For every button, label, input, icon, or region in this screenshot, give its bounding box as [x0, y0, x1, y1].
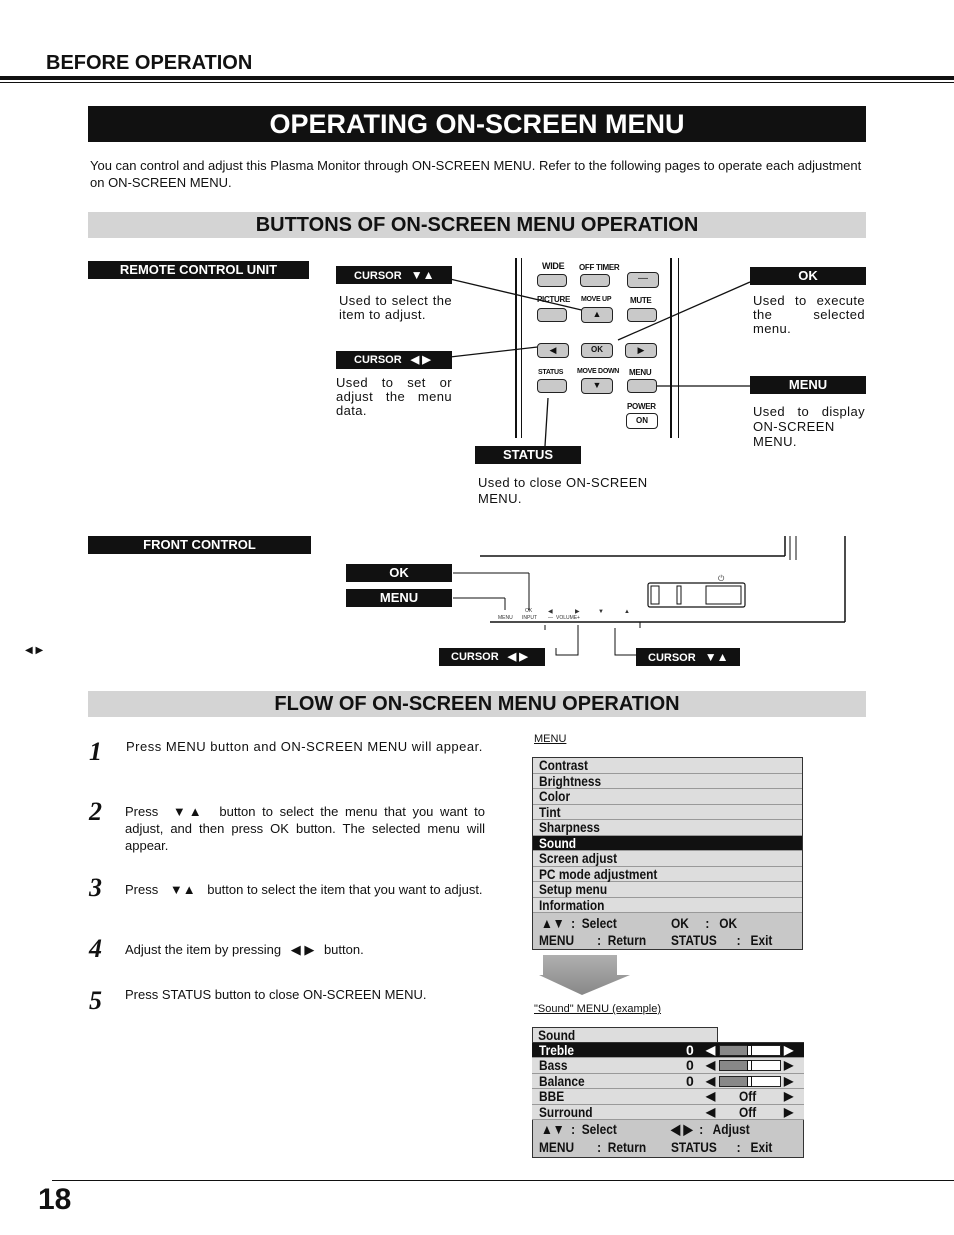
step-text: [125, 941, 485, 958]
sound-row-bbe[interactable]: BBE ◀ Off ▶: [532, 1089, 804, 1105]
menu-footer: [533, 913, 802, 949]
cursor-leftright-label: [336, 351, 452, 369]
footer-rule: [52, 1180, 954, 1181]
sound-footer-text: MENU : Return: [539, 1139, 647, 1155]
section-heading: BEFORE OPERATION: [46, 52, 253, 74]
remote-menu-button[interactable]: [627, 379, 657, 393]
menu-item[interactable]: Information: [533, 898, 802, 914]
remote-dash-button[interactable]: —: [627, 272, 659, 288]
updown-arrows-icon: ▼▲: [172, 804, 205, 819]
remote-picture-button[interactable]: [537, 308, 567, 322]
balance-slider[interactable]: [719, 1076, 781, 1087]
cursor-label-text: CURSOR: [451, 651, 499, 663]
front-cursor-leftright-label: [439, 648, 545, 666]
sound-footer-text: STATUS : Exit: [671, 1139, 773, 1155]
updown-arrows-icon: ▼▲: [169, 882, 196, 897]
menu-item[interactable]: Color: [533, 789, 802, 805]
step-number: 3: [89, 873, 102, 902]
remote-picture-label: PICTURE: [537, 295, 571, 304]
sound-menu: [532, 1027, 804, 1158]
front-power-icon: ⏻: [718, 574, 725, 583]
step-number: 1: [89, 737, 102, 766]
menu-footer-text: OK : OK: [671, 915, 738, 931]
updown-arrows-icon: ▼▲: [704, 650, 729, 664]
sound-caption: "Sound" MENU (example): [534, 1003, 662, 1015]
svg-text:◀: ◀: [548, 609, 553, 615]
remote-control-illustration: [515, 258, 680, 438]
step-number: 5: [89, 986, 102, 1015]
updown-arrows-icon: ▼▲: [410, 268, 435, 282]
menu-item[interactable]: Setup menu: [533, 882, 802, 898]
bass-slider[interactable]: [719, 1060, 781, 1071]
step-text: [125, 803, 485, 854]
sound-menu-title: Sound: [532, 1027, 718, 1043]
menu-item[interactable]: Contrast: [533, 758, 802, 774]
svg-text:▶: ▶: [575, 609, 580, 615]
sound-menu-footer: [533, 1120, 803, 1157]
front-volume-text: VOLUME: [556, 615, 578, 621]
svg-text:—: —: [548, 615, 553, 621]
menu-item[interactable]: Tint: [533, 805, 802, 821]
step-pre: Press: [125, 882, 159, 897]
remote-ok-button[interactable]: OK: [581, 343, 613, 358]
step-text: [125, 881, 485, 898]
front-panel-illustration: [470, 536, 860, 636]
intro-text: You can control and adjust this Plasma Monitor through ON-SCREEN MENU. Refer to the following pages to operate each adjustment on ON-SCREEN MENU.: [90, 158, 862, 190]
step-pre: Adjust the item by pressing: [125, 942, 282, 957]
sound-row-treble[interactable]: Treble 0 ◀ ▶: [532, 1043, 804, 1059]
status-desc: Used to close ON-SCREEN MENU.: [478, 475, 648, 506]
svg-text:▼: ▼: [598, 609, 604, 615]
front-menu-text: MENU: [498, 615, 513, 621]
remote-power-label: POWER: [627, 402, 656, 411]
stray-arrows-icon: ◀ ▶: [25, 645, 44, 656]
step-body: button to select the menu that you want to adjust, and then press OK button. The selected menu will appear.: [125, 804, 485, 853]
remote-power-button[interactable]: ON: [626, 413, 658, 429]
menu-label: MENU: [750, 376, 866, 394]
sound-footer-text: ▲▼ : Select: [541, 1121, 617, 1137]
sound-row-balance[interactable]: Balance 0 ◀ ▶: [532, 1074, 804, 1090]
cursor-label-text: CURSOR: [354, 270, 402, 282]
step-number: 4: [89, 934, 102, 963]
menu-item[interactable]: Sharpness: [533, 820, 802, 836]
page-number: 18: [38, 1183, 72, 1216]
remote-wide-button[interactable]: [537, 274, 567, 287]
cursor-label-text: CURSOR: [354, 354, 402, 366]
front-control-label: FRONT CONTROL: [88, 536, 311, 554]
remote-movedown-label: MOVE DOWN: [577, 368, 620, 375]
page-title: OPERATING ON-SCREEN MENU: [88, 106, 866, 142]
menu-footer-text: ▲▼ : Select: [541, 915, 617, 931]
front-ok-label: OK: [346, 564, 452, 582]
svg-text:OK: OK: [525, 608, 533, 614]
ok-desc: Used to execute the selected menu.: [753, 293, 865, 336]
treble-slider[interactable]: [719, 1045, 781, 1056]
ok-label: OK: [750, 267, 866, 285]
status-label: STATUS: [475, 446, 581, 464]
leftright-arrows-icon: ◀ ▶: [507, 651, 528, 663]
buttons-section-heading: BUTTONS OF ON-SCREEN MENU OPERATION: [88, 212, 866, 238]
remote-moveup-label: MOVE UP: [581, 296, 612, 303]
flow-section-heading: FLOW OF ON-SCREEN MENU OPERATION: [88, 691, 866, 717]
remote-right-button[interactable]: ▶: [625, 343, 657, 358]
cursor-label-text: CURSOR: [648, 652, 696, 664]
menu-caption: MENU: [534, 733, 567, 745]
front-cursor-updown-label: [636, 648, 740, 666]
menu-footer-text: STATUS : Exit: [671, 932, 773, 948]
menu-item-selected[interactable]: Sound: [533, 836, 802, 852]
cursor-updown-label: [336, 266, 452, 284]
sound-footer-text: ◀ ▶ : Adjust: [671, 1121, 750, 1137]
step-number: 2: [89, 797, 102, 826]
leftright-arrows-icon: ◀ ▶: [410, 354, 431, 366]
step-body: button.: [323, 942, 364, 957]
step-body: button to select the item that you want to adjust.: [207, 882, 483, 897]
svg-text:▲: ▲: [624, 609, 630, 615]
menu-item[interactable]: Screen adjust: [533, 851, 802, 867]
menu-desc: Used to display ON-SCREEN MENU.: [753, 404, 865, 449]
sound-row-surround[interactable]: Surround ◀ Off ▶: [532, 1105, 804, 1121]
remote-mute-label: MUTE: [630, 296, 652, 305]
remote-menu-label: MENU: [629, 368, 652, 377]
remote-control-label: REMOTE CONTROL UNIT: [88, 261, 309, 279]
remote-status-label: STATUS: [538, 369, 564, 376]
remote-wide-label: WIDE: [542, 261, 565, 271]
svg-text:INPUT: INPUT: [522, 615, 537, 621]
cursor-leftright-desc: Used to set or adjust the menu data.: [336, 375, 452, 418]
menu-footer-text: MENU : Return: [539, 932, 647, 948]
svg-text:+: +: [577, 615, 580, 621]
remote-offtimer-button[interactable]: [580, 274, 610, 287]
step-text: Press MENU button and ON-SCREEN MENU will appear.: [126, 739, 483, 754]
onscreen-menu: [532, 757, 803, 950]
remote-left-button[interactable]: ◀: [537, 343, 569, 358]
flow-arrow-icon: [537, 955, 632, 997]
remote-mute-button[interactable]: [627, 308, 657, 322]
step-text: Press STATUS button to close ON-SCREEN MENU.: [125, 987, 427, 1002]
step-pre: Press: [125, 804, 159, 819]
front-menu-label: MENU: [346, 589, 452, 607]
leftright-arrows-icon: ◀ ▶: [290, 942, 315, 957]
remote-up-button[interactable]: ▲: [581, 307, 613, 323]
remote-status-button[interactable]: [537, 379, 567, 393]
cursor-updown-desc: Used to select the item to adjust.: [339, 293, 452, 322]
menu-item[interactable]: PC mode adjustment: [533, 867, 802, 883]
menu-item[interactable]: Brightness: [533, 774, 802, 790]
remote-offtimer-label: OFF TIMER: [579, 263, 620, 272]
remote-down-button[interactable]: ▼: [581, 378, 613, 394]
sound-row-bass[interactable]: Bass 0 ◀ ▶: [532, 1058, 804, 1074]
